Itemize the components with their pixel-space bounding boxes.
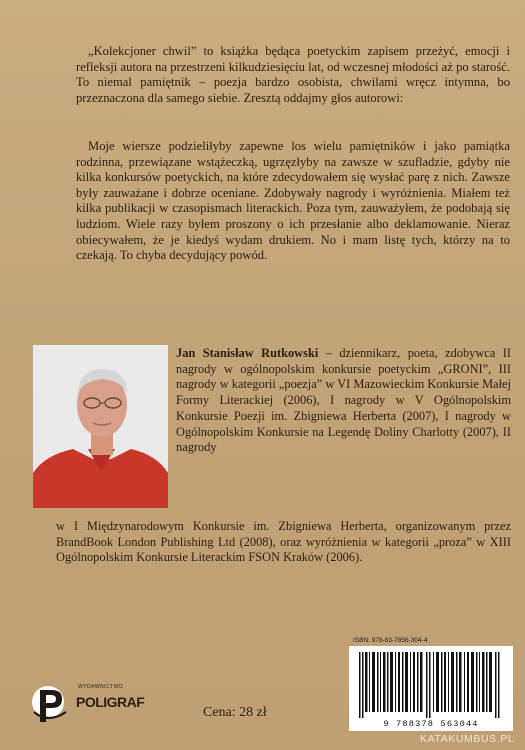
author-bio-top bbox=[176, 346, 511, 456]
isbn-label: ISBN: 978-83-7856-304-4 bbox=[353, 637, 428, 644]
intro-paragraph: „Kolekcjoner chwil” to książka będąca poetyckim zapisem przeżyć, emocji i refleksji autora na przestrzeni kilkudziesięciu lat, od wczesnej młodości aż po starość. To niemal pamiętnik – poezja bardzo osobista, chwilami wręcz intymna, bo przeznaczona dla samego siebie. Zresztą oddajmy głos autorowi: bbox=[76, 44, 510, 105]
barcode-digits: 9 788378 563044 bbox=[383, 719, 479, 729]
watermark: KATAKUMBUS.PL bbox=[420, 733, 515, 745]
price-label: Cena: 28 zł bbox=[203, 705, 267, 720]
author-bio-text: – dziennikarz, poeta, zdobywca II nagrody w ogólnopolskim konkursie poetyckim „GRONI”, III nagrody w kategorii „poezja” w VI Mazowieckim Konkursie Małej Formy Literackiej (2006), I nagrody w V Ogólnopolskim Konkursie Poezji im. Zbigniewa Herberta (2007), I nagrody w Ogólnopolskim Konkursie na Legendę Doliny Charlotty (2007), II nagrody bbox=[176, 346, 511, 455]
publisher-logo-icon bbox=[30, 682, 74, 726]
author-portrait-image bbox=[33, 345, 168, 508]
publisher-name: POLIGRAF bbox=[76, 694, 145, 710]
publisher-label: WYDAWNICTWO bbox=[78, 684, 124, 690]
author-name: Jan Stanisław Rutkowski bbox=[176, 346, 319, 360]
publisher-logo bbox=[30, 680, 150, 728]
author-quote-paragraph: Moje wiersze podzieliłyby zapewne los wielu pamiętników i jako pamiątka rodzinna, przewiązane wstążeczką, ugrzęzłyby na zawsze w szufladzie, gdyby nie kilka konkursów poetyckich, na które zdecydowałem się wysłać parę z nich. Zawsze były zauważane i dobrze oceniane. Zdobywały nagrody i wyróżnienia. Miałem też kilka publikacji w czasopismach literackich. Poza tym, zauważyłem, że podobają się ludziom. Wiele razy byłem proszony o ich przesłanie albo deklamowanie. Nieraz obiecywałem, że je kiedyś wydam drukiem. No i mam listę tych, którzy na to czekają. To chyba decydujący powód. bbox=[76, 139, 510, 263]
isbn-barcode bbox=[349, 646, 513, 731]
author-bio-bottom: w I Międzynarodowym Konkursie im. Zbigniewa Herberta, organizowanym przez BrandBook London Publishing Ltd (2008), oraz wyróżnienia w kategorii „proza” w XIII Ogólnopolskim Konkursie Literackim FSON Kraków (2006). bbox=[56, 519, 511, 565]
barcode-bars bbox=[349, 646, 513, 718]
author-photo bbox=[33, 345, 168, 508]
